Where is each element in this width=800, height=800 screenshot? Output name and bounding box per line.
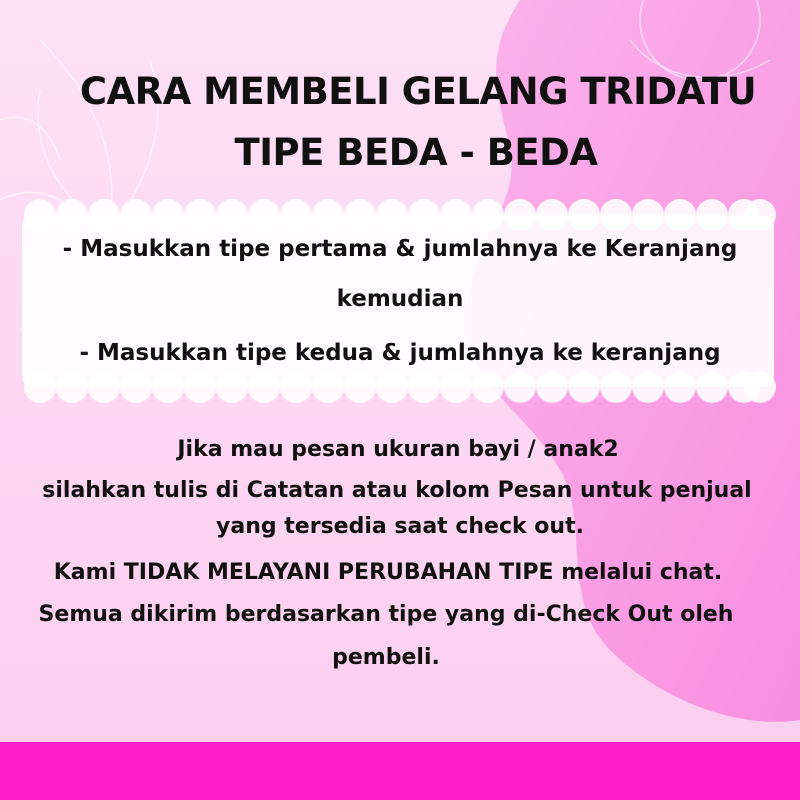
info-line-4: Kami TIDAK MELAYANI PERUBAHAN TIPE melalui chat. xyxy=(53,560,723,585)
info-line-5: Semua dikirim berdasarkan tipe yang di-Check Out oleh xyxy=(38,602,734,627)
title-line-2: TIPE BEDA - BEDA xyxy=(234,131,598,174)
info-line-3: yang tersedia saat check out. xyxy=(216,514,584,539)
title-line-1: CARA MEMBELI GELANG TRIDATU xyxy=(79,70,757,113)
info-line-1: Jika mau pesan ukuran bayi / anak2 xyxy=(177,437,619,462)
step-line-3: - Masukkan tipe kedua & jumlahnya ke keranjang xyxy=(79,340,721,366)
bottom-bar xyxy=(0,742,800,800)
step-line-1: - Masukkan tipe pertama & jumlahnya ke Keranjang xyxy=(62,236,738,262)
step-line-2: kemudian xyxy=(336,286,464,312)
info-line-2: silahkan tulis di Catatan atau kolom Pesan untuk penjual xyxy=(42,478,752,503)
info-line-6: pembeli. xyxy=(332,645,440,670)
